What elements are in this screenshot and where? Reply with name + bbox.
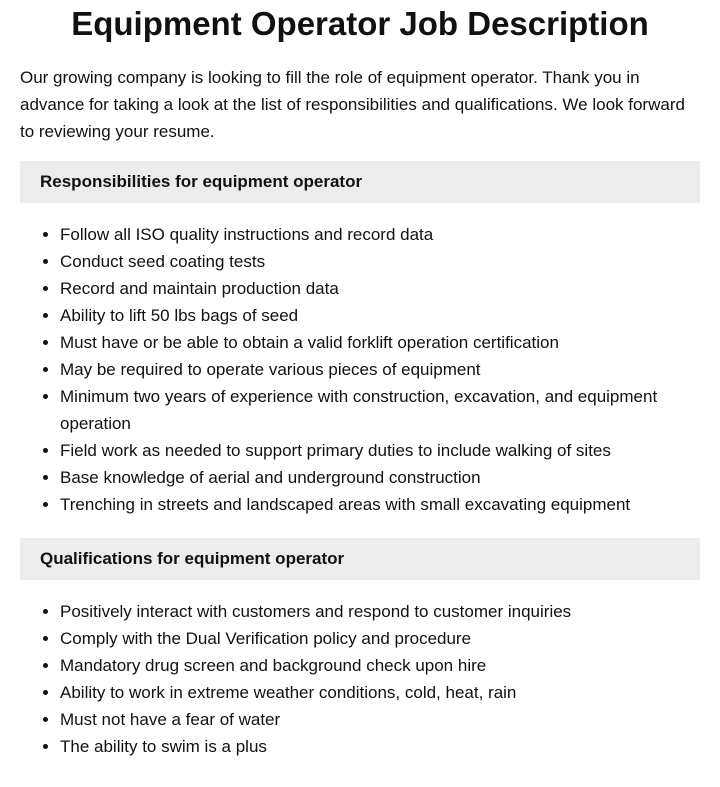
list-item: • Trenching in streets and landscaped areas with small excavating equipment [60, 491, 700, 518]
intro-text: Our growing company is looking to fill the role of equipment operator. Thank you in advance for taking a look at the list of responsibilities and qualifications. We look forward to reviewing your resume. [20, 68, 685, 141]
list-item: • May be required to operate various pieces of equipment [60, 356, 700, 383]
list-item: • Base knowledge of aerial and underground construction [60, 464, 700, 491]
list-item: • Record and maintain production data [60, 275, 700, 302]
page-title: Equipment Operator Job Description [71, 5, 649, 42]
list-item: • Ability to work in extreme weather conditions, cold, heat, rain [60, 679, 700, 706]
list-item: • The ability to swim is a plus [60, 733, 700, 760]
list-item: • Positively interact with customers and respond to customer inquiries [60, 598, 700, 625]
list-item: • Must have or be able to obtain a valid forklift operation certification [60, 329, 700, 356]
responsibilities-list [20, 221, 700, 518]
list-item: • Mandatory drug screen and background check upon hire [60, 652, 700, 679]
list-item: • Ability to lift 50 lbs bags of seed [60, 302, 700, 329]
list-item: • Must not have a fear of water [60, 706, 700, 733]
list-item: • Field work as needed to support primary duties to include walking of sites [60, 437, 700, 464]
list-item: • Conduct seed coating tests [60, 248, 700, 275]
responsibilities-heading: Responsibilities for equipment operator [20, 161, 700, 203]
list-item: • Comply with the Dual Verification policy and procedure [60, 625, 700, 652]
list-item: • Follow all ISO quality instructions and record data [60, 221, 700, 248]
qualifications-heading: Qualifications for equipment operator [20, 538, 700, 580]
qualifications-list [20, 598, 700, 760]
list-item: • Minimum two years of experience with construction, excavation, and equipment operation [60, 383, 700, 437]
